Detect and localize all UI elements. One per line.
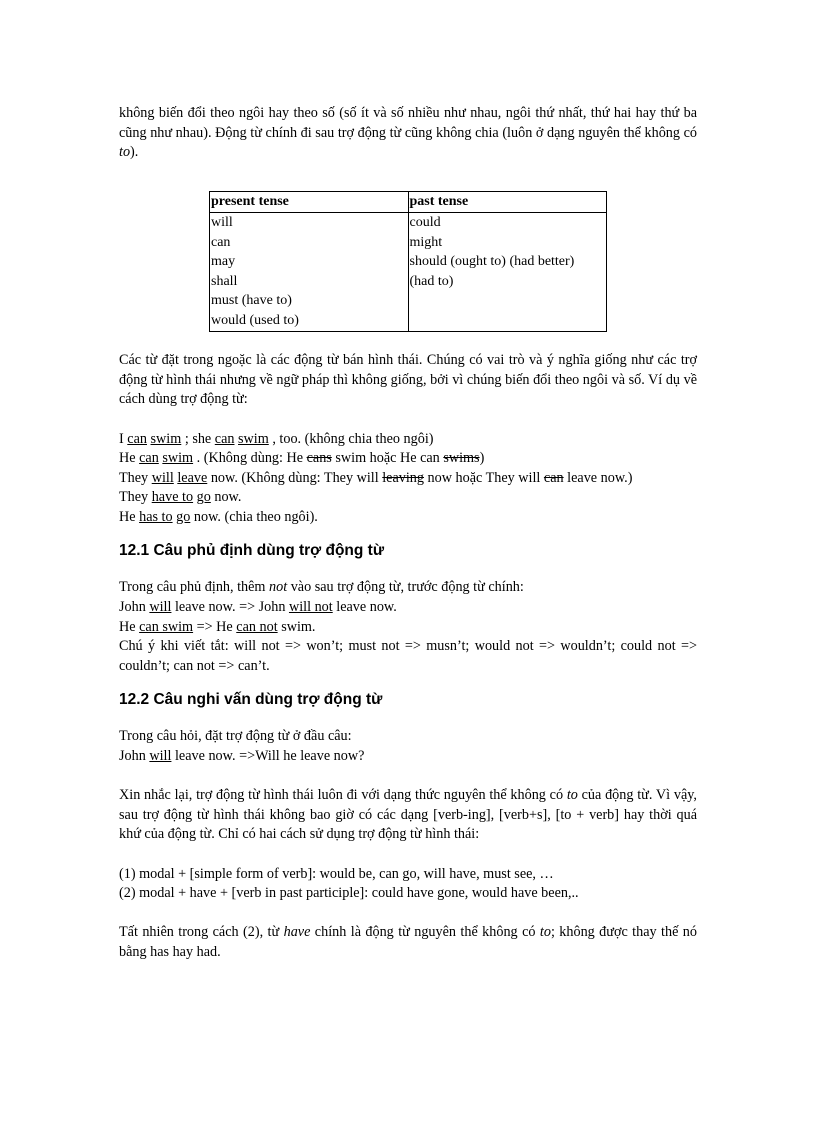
example-line: I can swim ; she can swim , too. (không chia theo ngôi) xyxy=(119,430,434,447)
modal-usage-1: (1) modal + [simple form of verb]: would be, can go, will have, must see, … xyxy=(119,865,554,882)
negation-intro: Trong câu phủ định, thêm not vào sau trợ động từ, trước động từ chính: xyxy=(119,579,524,596)
example-line: He has to go now. (chia theo ngôi). xyxy=(119,508,318,525)
section-heading-12-1: 12.1 Câu phủ định dùng trợ động từ xyxy=(119,542,385,560)
question-intro: Trong câu hỏi, đặt trợ động từ ở đầu câu: xyxy=(119,728,352,745)
document-page xyxy=(119,104,697,963)
example-line: John will leave now. => John will not leave now. xyxy=(119,599,397,616)
intro-paragraph: không biến đổi theo ngôi hay theo số (số ít và số nhiều như nhau, ngôi thứ nhất, thứ hai hay thứ ba cũng như nhau). Động từ chính đi sau trợ động từ cũng không chia (luôn ở dạng nguyên thể không có to). xyxy=(119,105,697,161)
section-heading-12-2: 12.2 Câu nghi vấn dùng trợ động từ xyxy=(119,691,383,709)
example-line: They have to go now. xyxy=(119,489,242,506)
semi-modal-paragraph: Các từ đặt trong ngoặc là các động từ bán hình thái. Chúng có vai trò và ý nghĩa giống như các trợ động từ hình thái nhưng về ngữ pháp thì không giống, bởi vì chúng biến đổi theo ngôi và số. Ví dụ về cách dùng trợ động từ: xyxy=(119,352,697,408)
present-tense-cell: will can may shall must (have to) would (used to) xyxy=(210,212,409,331)
past-tense-cell: could might should (ought to) (had better) (had to) xyxy=(408,212,607,331)
reminder-paragraph: Xin nhắc lại, trợ động từ hình thái luôn đi với dạng thức nguyên thể không có to của động từ. Vì vậy, sau trợ động từ hình thái không bao giờ có các dạng [verb-ing], [verb+s], [to + verb] hay thời quá khứ của động từ. Chỉ có hai cách sử dụng trợ động từ hình thái: xyxy=(119,787,697,843)
example-line: He can swim . (Không dùng: He cans swim hoặc He can swims) xyxy=(119,450,485,467)
contraction-note: Chú ý khi viết tắt: will not => won’t; must not => musn’t; would not => wouldn’t; could not => couldn’t; can not => can’t. xyxy=(119,638,697,674)
modal-tense-table xyxy=(209,191,607,331)
header-present-tense: present tense xyxy=(210,192,409,213)
closing-paragraph: Tất nhiên trong cách (2), từ have chính là động từ nguyên thể không có to; không được thay thế nó bằng has hay had. xyxy=(119,924,697,960)
header-past-tense: past tense xyxy=(408,192,607,213)
table-body-row xyxy=(210,212,607,331)
modal-usage-2: (2) modal + have + [verb in past participle]: could have gone, would have been,.. xyxy=(119,885,579,902)
example-line: He can swim => He can not swim. xyxy=(119,618,316,635)
example-line: They will leave now. (Không dùng: They will leaving now hoặc They will can leave now.) xyxy=(119,469,633,486)
table-header-row xyxy=(210,192,607,213)
example-line: John will leave now. =>Will he leave now? xyxy=(119,748,365,765)
